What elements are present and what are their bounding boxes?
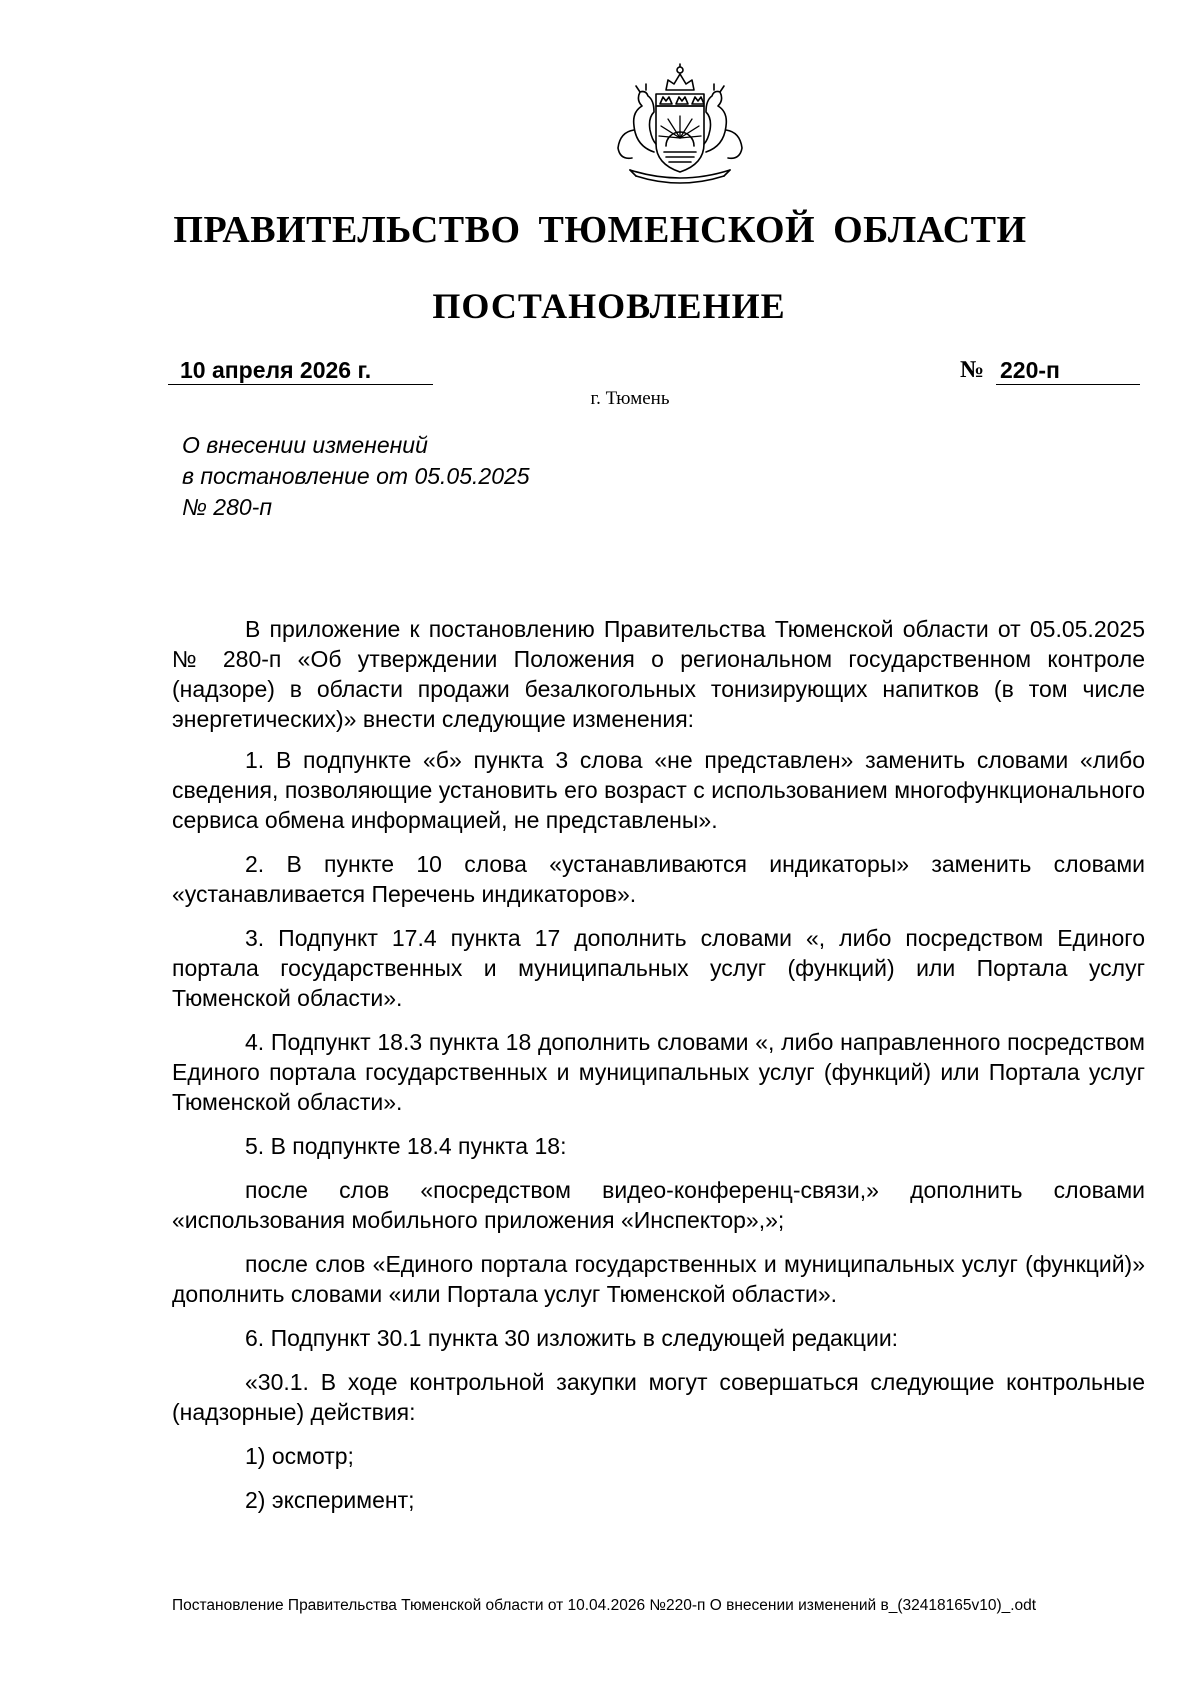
subject-line: № 280-п [182,494,272,520]
body-paragraph: 2. В пункте 10 слова «устанавливаются индикаторы» заменить словами «устанавливается Перечень индикаторов». [172,851,1145,907]
body-paragraph: 4. Подпункт 18.3 пункта 18 дополнить словами «, либо направленного посредством Единого портала государственных и муниципальных услуг (функций) или Портала услуг Тюменской области». [172,1029,1145,1115]
document-type-title: ПОСТАНОВЛЕНИЕ [432,286,786,326]
document-subject [182,430,682,523]
body-paragraph: «30.1. В ходе контрольной закупки могут совершаться следующие контрольные (надзорные) действия: [172,1369,1145,1425]
body-paragraph: 6. Подпункт 30.1 пункта 30 изложить в следующей редакции: [245,1325,899,1351]
body-paragraph: после слов «Единого портала государственных и муниципальных услуг (функций)» дополнить словами «или Портала услуг Тюменской области». [172,1251,1145,1307]
body-paragraph: В приложение к постановлению Правительства Тюменской области от 05.05.2025 № 280-п «Об утверждении Положения о региональном государственном контроле (надзоре) в области продажи безалкогольных тонизирующих напитков (в том числе энергетических)» внести следующие изменения: [172,616,1145,732]
body-paragraph: после слов «посредством видео-конференц-связи,» дополнить словами «использования мобильного приложения «Инспектор»,»; [172,1177,1145,1233]
body-paragraph: 2) эксперимент; [245,1487,415,1513]
number-sign-label: № [960,357,985,383]
document-date: 10 апреля 2026 г. [168,355,433,385]
city-label: г. Тюмень [590,388,670,409]
document-body [172,614,1145,1529]
body-paragraph: 1) осмотр; [245,1443,354,1469]
document-number: 220-п [996,355,1140,385]
authority-title: ПРАВИТЕЛЬСТВО ТЮМЕНСКОЙ ОБЛАСТИ [173,209,1027,251]
subject-line: в постановление от 05.05.2025 [182,463,530,489]
page-footer: Постановление Правительства Тюменской области от 10.04.2026 №220-п О внесении изменений в_(32418165v10)_.odt [172,1597,1037,1614]
body-paragraph: 5. В подпункте 18.4 пункта 18: [245,1133,567,1159]
tyumen-coat-of-arms-icon [596,60,764,188]
body-paragraph: 3. Подпункт 17.4 пункта 17 дополнить словами «, либо посредством Единого портала государственных и муниципальных услуг (функций) или Портала услуг Тюменской области». [172,925,1145,1011]
body-paragraph: 1. В подпункте «б» пункта 3 слова «не представлен» заменить словами «либо сведения, позволяющие установить его возраст с использованием многофункционального сервиса обмена информацией, не представлены». [172,747,1145,833]
subject-line: О внесении изменений [182,432,428,458]
